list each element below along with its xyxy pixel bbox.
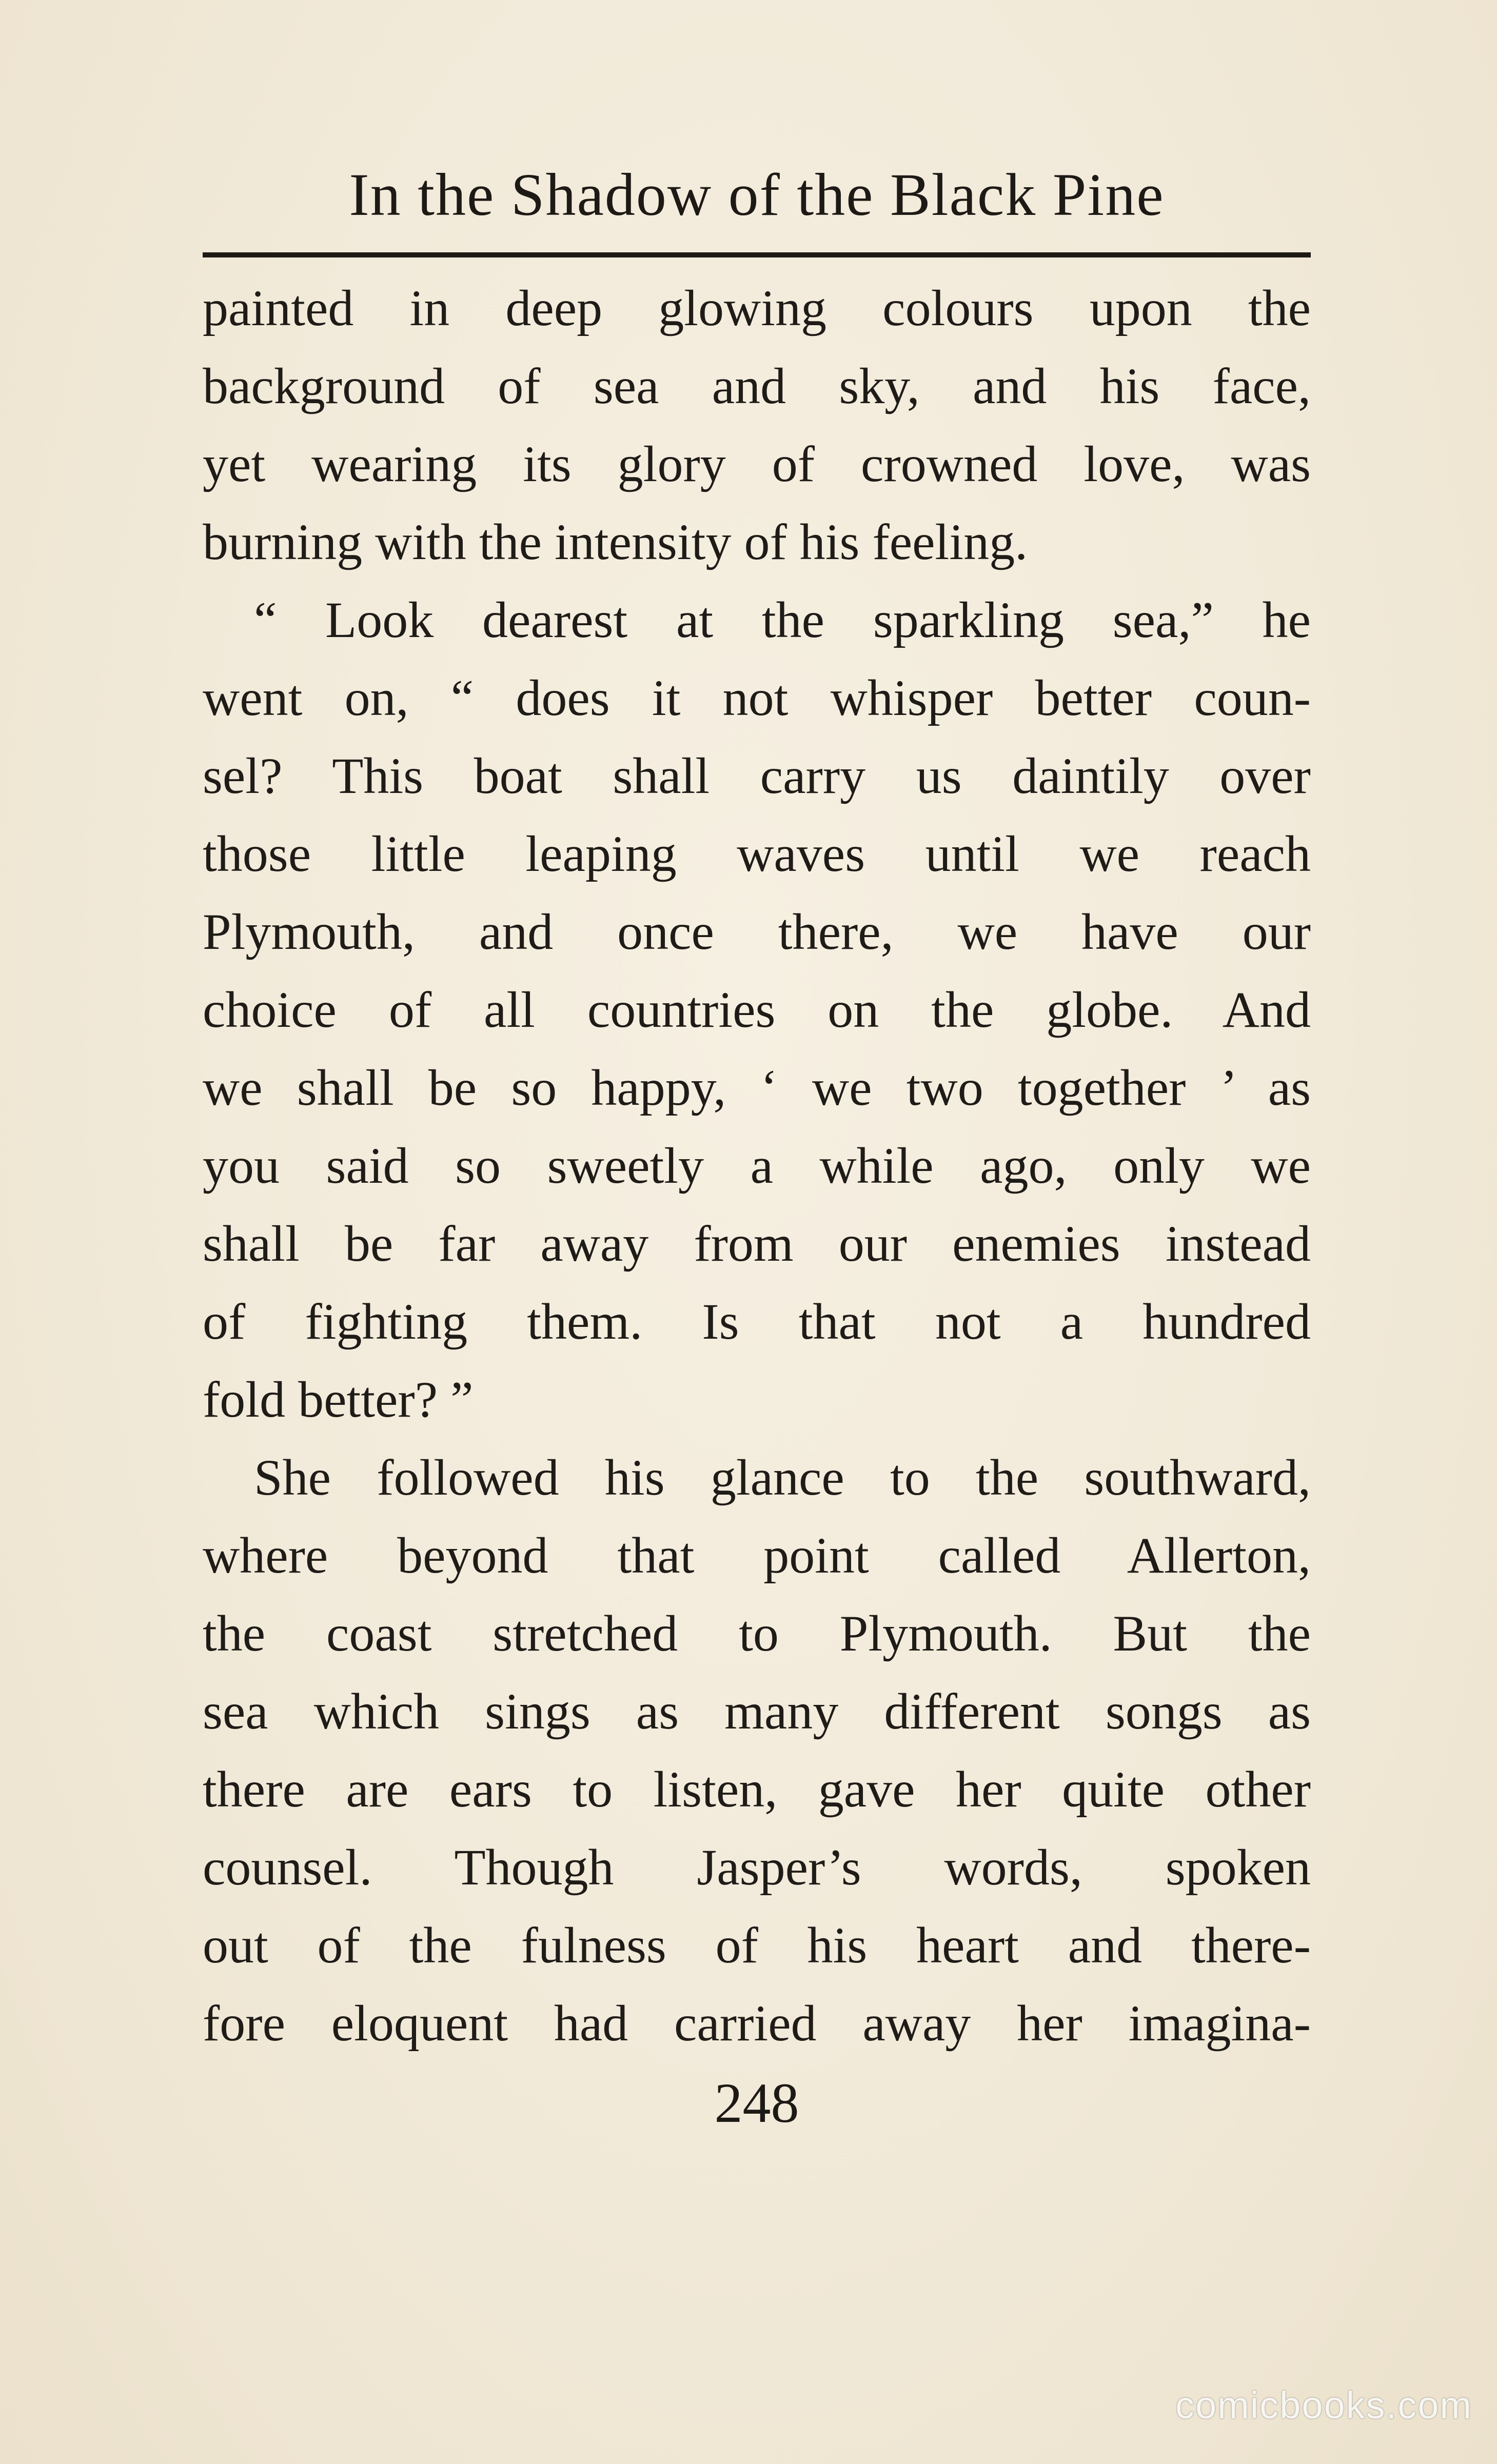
text-line: those little leaping waves until we reach: [203, 825, 1311, 882]
text-line: sea which sings as many different songs as: [203, 1683, 1311, 1740]
text-line: out of the fulness of his heart and there-: [203, 1917, 1311, 1974]
page-number: 248: [714, 2072, 799, 2134]
text-line: yet wearing its glory of crowned love, was: [203, 435, 1311, 492]
text-line: sel? This boat shall carry us daintily over: [203, 747, 1311, 804]
text-line: She followed his glance to the southward,: [254, 1449, 1311, 1506]
text-line: background of sea and sky, and his face,: [203, 357, 1311, 414]
text-line: of fighting them. Is that not a hundred: [203, 1293, 1311, 1350]
running-title: In the Shadow of the Black Pine: [349, 161, 1165, 228]
text-line: we shall be so happy, ‘ we two together ’ as: [203, 1059, 1311, 1116]
text-line: fold better? ”: [203, 1371, 474, 1428]
text-line: “ Look dearest at the sparkling sea,” he: [254, 591, 1311, 648]
text-line: Plymouth, and once there, we have our: [203, 903, 1311, 960]
text-line: where beyond that point called Allerton,: [203, 1527, 1311, 1584]
text-line: fore eloquent had carried away her imagina-: [203, 1995, 1311, 2052]
text-line: went on, “ does it not whisper better coun-: [203, 669, 1311, 726]
text-line: the coast stretched to Plymouth. But the: [203, 1605, 1311, 1662]
text-line: there are ears to listen, gave her quite other: [203, 1761, 1311, 1818]
watermark: comicbooks.com: [1175, 2384, 1472, 2427]
text-line: burning with the intensity of his feeling.: [203, 513, 1028, 570]
header-rule: [203, 252, 1311, 257]
text-line: you said so sweetly a while ago, only we: [203, 1137, 1311, 1194]
text-line: choice of all countries on the globe. And: [203, 981, 1311, 1038]
text-line: shall be far away from our enemies instead: [203, 1215, 1311, 1272]
text-line: counsel. Though Jasper’s words, spoken: [203, 1839, 1311, 1896]
body-text: [203, 269, 1311, 2062]
text-line: painted in deep glowing colours upon the: [203, 280, 1311, 336]
